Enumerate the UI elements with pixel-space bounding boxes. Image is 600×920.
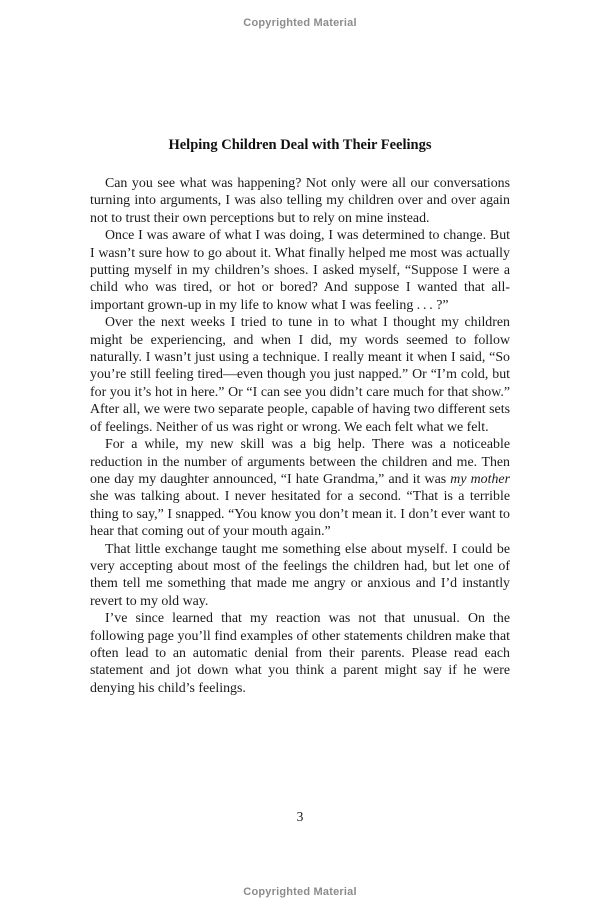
text-run: Over the next weeks I tried to tune in to what I thought my children might be experiencing, and when I did, my words seemed to follow naturally. I wasn’t just using a technique. I really meant it when I said, “So you’re still feeling tired—even though you just napped.” Or “I’m cold, but for you it’s hot in here.” Or “I can see you didn’t care much for that show.” After all, we were two separate people, capable of having two different sets of feelings. Neither of us was right or wrong. We each felt what we felt. [90,315,510,435]
body-text [90,175,510,697]
paragraph [90,436,510,540]
text-run: For a while, my new skill was a big help. There was a noticeable reduction in the number of arguments between the children and me. Then one day my daughter announced, “I hate Grandma,” and it was [90,437,510,487]
paragraph [90,541,510,611]
text-run: she was talking about. I never hesitated for a second. “That is a terrible thing to say,” I snapped. “You know you don’t mean it. I don’t ever want to hear that coming out of your mouth again.” [90,489,510,540]
paragraph [90,314,510,436]
text-run: Can you see what was happening? Not only were all our conversations turning into arguments, I was also telling my children over and over again not to trust their own perceptions but to rely on mine instead. [90,176,510,226]
paragraph [90,610,510,697]
copyright-notice-bottom: Copyrighted Material [243,886,357,898]
chapter-heading: Helping Children Deal with Their Feelings [168,137,432,153]
italic-text-run: my mother [450,471,510,487]
paragraph [90,227,510,314]
text-run: I’ve since learned that my reaction was not that unusual. On the following page you’ll find examples of other statements children make that often lead to an automatic denial from their parents. Please read each statement and jot down what you think a parent might say if he were denying his child’s feelings. [90,611,510,696]
page-number: 3 [296,809,304,824]
text-run: Once I was aware of what I was doing, I was determined to change. But I wasn’t sure how to go about it. What finally helped me most was actually putting myself in my children’s shoes. I asked myself, “Suppose I were a child who was tired, or hot or bored? And suppose I wanted that all-important grown-up in my life to know what I was feeling . . . ?” [90,228,510,313]
copyright-notice-top: Copyrighted Material [243,17,357,29]
paragraph [90,175,510,227]
text-run: That little exchange taught me something else about myself. I could be very accepting about most of the feelings the children had, but let one of them tell me something that made me angry or anxious and I’d instantly revert to my old way. [90,541,510,609]
